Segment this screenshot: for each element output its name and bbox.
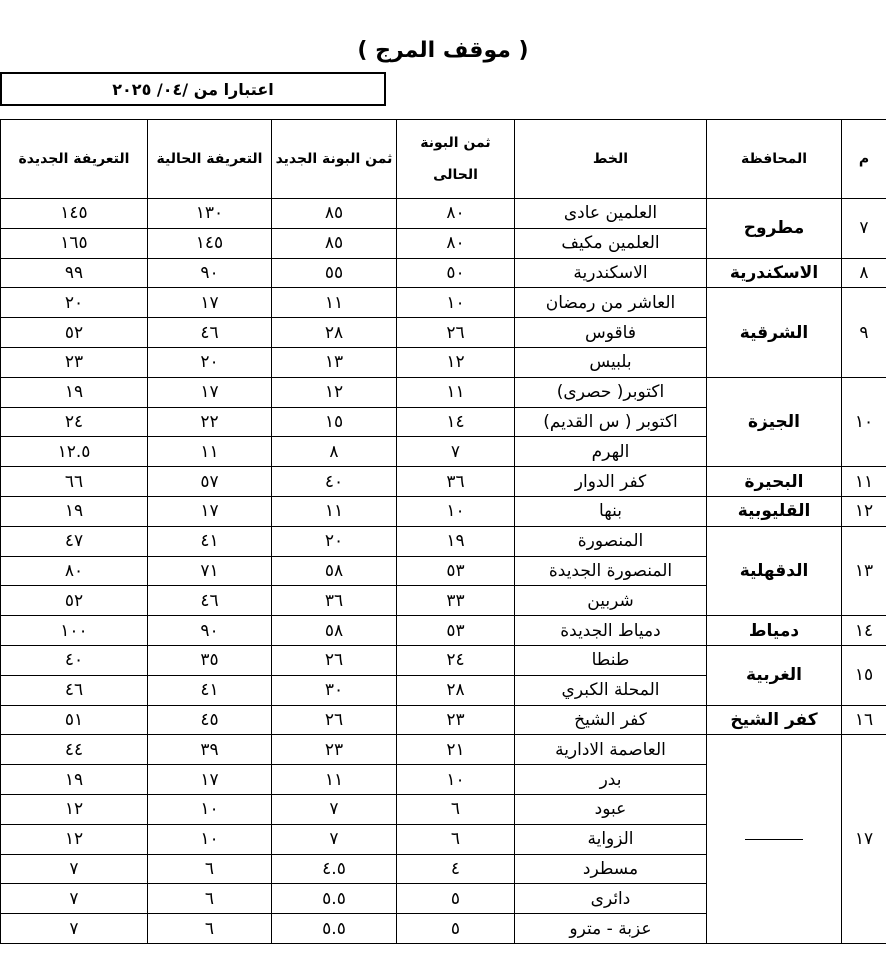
cell-line: الهرم xyxy=(515,437,707,467)
cell-line: مسطرد xyxy=(515,854,707,884)
cell-new-fare: ٦٦ xyxy=(1,467,148,497)
cell-governorate: كفر الشيخ xyxy=(707,705,842,735)
cell-new-price: ٢٦ xyxy=(272,705,397,735)
cell-line: العاشر من رمضان xyxy=(515,288,707,318)
cell-old-price: ٢٦ xyxy=(397,318,515,348)
cell-old-price: ٥٣ xyxy=(397,556,515,586)
cell-old-price: ١٠ xyxy=(397,496,515,526)
cell-new-price: ٥٨ xyxy=(272,556,397,586)
cell-old-price: ٣٦ xyxy=(397,467,515,497)
cell-old-price: ١٢ xyxy=(397,347,515,377)
cell-line: عزبة - مترو xyxy=(515,914,707,944)
table-row xyxy=(1,288,886,318)
header-governorate: المحافظة xyxy=(707,120,842,199)
cell-current-fare: ٩٠ xyxy=(148,616,272,646)
cell-new-fare: ١٩ xyxy=(1,765,148,795)
table-row xyxy=(1,735,886,765)
table-header-row xyxy=(1,120,886,199)
cell-old-price: ٢١ xyxy=(397,735,515,765)
cell-old-price: ٦ xyxy=(397,794,515,824)
cell-current-fare: ٤٦ xyxy=(148,586,272,616)
cell-new-fare: ٨٠ xyxy=(1,556,148,586)
cell-line: اكتوبر( حصرى) xyxy=(515,377,707,407)
cell-current-fare: ١٠ xyxy=(148,794,272,824)
cell-new-price: ٣٠ xyxy=(272,675,397,705)
cell-governorate: القليوبية xyxy=(707,496,842,526)
cell-new-price: ٣٦ xyxy=(272,586,397,616)
cell-current-fare: ٦ xyxy=(148,914,272,944)
cell-old-price: ١٤ xyxy=(397,407,515,437)
cell-old-price: ٨٠ xyxy=(397,228,515,258)
cell-old-price: ٢٤ xyxy=(397,645,515,675)
header-new-price: ثمن البونة الجديد xyxy=(272,120,397,199)
cell-governorate: الغربية xyxy=(707,645,842,705)
dash-line xyxy=(745,839,803,840)
cell-current-fare: ٤١ xyxy=(148,526,272,556)
cell-line: بلبيس xyxy=(515,347,707,377)
cell-current-fare: ١٣٠ xyxy=(148,199,272,229)
cell-current-fare: ٣٩ xyxy=(148,735,272,765)
table-row xyxy=(1,496,886,526)
cell-m: ١٥ xyxy=(842,645,886,705)
cell-m: ١١ xyxy=(842,467,886,497)
cell-old-price: ٢٣ xyxy=(397,705,515,735)
cell-m: ٩ xyxy=(842,288,886,377)
cell-current-fare: ١٧ xyxy=(148,377,272,407)
cell-new-price: ٤.٥ xyxy=(272,854,397,884)
cell-line: دمياط الجديدة xyxy=(515,616,707,646)
cell-current-fare: ١١ xyxy=(148,437,272,467)
header-current-fare: التعريفة الحالية xyxy=(148,120,272,199)
cell-line: العلمين مكيف xyxy=(515,228,707,258)
cell-new-price: ١١ xyxy=(272,288,397,318)
cell-new-fare: ١٢ xyxy=(1,794,148,824)
cell-new-price: ١٥ xyxy=(272,407,397,437)
table-row xyxy=(1,526,886,556)
cell-new-price: ٧ xyxy=(272,794,397,824)
cell-current-fare: ١٤٥ xyxy=(148,228,272,258)
cell-old-price: ١٠ xyxy=(397,288,515,318)
cell-m: ١٣ xyxy=(842,526,886,615)
cell-line: العلمين عادى xyxy=(515,199,707,229)
cell-governorate-empty xyxy=(707,735,842,944)
cell-line: المحلة الكبري xyxy=(515,675,707,705)
cell-current-fare: ١٠ xyxy=(148,824,272,854)
cell-new-fare: ٢٤ xyxy=(1,407,148,437)
page-title: ( موقف المرج ) xyxy=(357,38,529,63)
cell-new-price: ١١ xyxy=(272,496,397,526)
cell-current-fare: ٥٧ xyxy=(148,467,272,497)
cell-line: المنصورة xyxy=(515,526,707,556)
header-line: الخط xyxy=(515,120,707,199)
cell-line: دائرى xyxy=(515,884,707,914)
cell-new-fare: ٤٠ xyxy=(1,645,148,675)
cell-old-price: ٣٣ xyxy=(397,586,515,616)
cell-m: ١٧ xyxy=(842,735,886,944)
header-new-fare: التعريفة الجديدة xyxy=(1,120,148,199)
table-row xyxy=(1,258,886,288)
cell-old-price: ٤ xyxy=(397,854,515,884)
cell-new-price: ٥.٥ xyxy=(272,914,397,944)
cell-m: ١٢ xyxy=(842,496,886,526)
cell-line: الزواية xyxy=(515,824,707,854)
cell-current-fare: ٧١ xyxy=(148,556,272,586)
cell-line: شربين xyxy=(515,586,707,616)
cell-old-price: ١٠ xyxy=(397,765,515,795)
cell-line: بدر xyxy=(515,765,707,795)
cell-current-fare: ٢٠ xyxy=(148,347,272,377)
cell-new-fare: ١٠٠ xyxy=(1,616,148,646)
cell-new-price: ١٣ xyxy=(272,347,397,377)
cell-new-fare: ٤٦ xyxy=(1,675,148,705)
cell-old-price: ٢٨ xyxy=(397,675,515,705)
cell-new-fare: ٥٢ xyxy=(1,586,148,616)
cell-line: اكتوبر ( س القديم) xyxy=(515,407,707,437)
header-old-price: ثمن البونة الحالى xyxy=(397,120,515,199)
cell-new-price: ٨٥ xyxy=(272,228,397,258)
cell-governorate: الشرقية xyxy=(707,288,842,377)
table-row xyxy=(1,705,886,735)
effective-date-box xyxy=(0,72,386,106)
cell-new-price: ٢٠ xyxy=(272,526,397,556)
table-row xyxy=(1,616,886,646)
cell-new-fare: ٥٢ xyxy=(1,318,148,348)
cell-new-price: ١١ xyxy=(272,765,397,795)
cell-new-fare: ٥١ xyxy=(1,705,148,735)
cell-current-fare: ١٧ xyxy=(148,496,272,526)
table-row xyxy=(1,199,886,229)
cell-current-fare: ١٧ xyxy=(148,288,272,318)
cell-old-price: ١٩ xyxy=(397,526,515,556)
cell-new-price: ٢٦ xyxy=(272,645,397,675)
cell-governorate: البحيرة xyxy=(707,467,842,497)
cell-current-fare: ١٧ xyxy=(148,765,272,795)
cell-new-price: ٢٨ xyxy=(272,318,397,348)
cell-new-price: ٤٠ xyxy=(272,467,397,497)
cell-new-price: ٥٥ xyxy=(272,258,397,288)
cell-new-fare: ٤٤ xyxy=(1,735,148,765)
cell-new-price: ١٢ xyxy=(272,377,397,407)
cell-new-price: ٨٥ xyxy=(272,199,397,229)
effective-date-text: اعتبارا من /٠٤/ ٢٠٢٥ xyxy=(112,79,274,99)
cell-governorate: الجيزة xyxy=(707,377,842,466)
cell-new-fare: ١٩ xyxy=(1,496,148,526)
cell-new-fare: ٧ xyxy=(1,854,148,884)
cell-governorate: الدقهلية xyxy=(707,526,842,615)
cell-new-price: ٧ xyxy=(272,824,397,854)
cell-line: المنصورة الجديدة xyxy=(515,556,707,586)
cell-new-price: ٨ xyxy=(272,437,397,467)
cell-old-price: ٨٠ xyxy=(397,199,515,229)
cell-current-fare: ٤٦ xyxy=(148,318,272,348)
cell-current-fare: ٣٥ xyxy=(148,645,272,675)
cell-governorate: مطروح xyxy=(707,199,842,259)
cell-current-fare: ٦ xyxy=(148,854,272,884)
cell-new-price: ٥٨ xyxy=(272,616,397,646)
cell-old-price: ٥ xyxy=(397,914,515,944)
cell-line: فاقوس xyxy=(515,318,707,348)
cell-old-price: ٦ xyxy=(397,824,515,854)
header-m: م xyxy=(842,120,886,199)
cell-old-price: ٥٣ xyxy=(397,616,515,646)
table-row xyxy=(1,377,886,407)
cell-m: ١٤ xyxy=(842,616,886,646)
cell-new-fare: ٢٣ xyxy=(1,347,148,377)
cell-new-fare: ١٤٥ xyxy=(1,199,148,229)
cell-current-fare: ٤٥ xyxy=(148,705,272,735)
cell-old-price: ٥٠ xyxy=(397,258,515,288)
cell-current-fare: ٩٠ xyxy=(148,258,272,288)
cell-line: الاسكندرية xyxy=(515,258,707,288)
cell-new-price: ٥.٥ xyxy=(272,884,397,914)
cell-line: كفر الدوار xyxy=(515,467,707,497)
cell-line: طنطا xyxy=(515,645,707,675)
cell-old-price: ٥ xyxy=(397,884,515,914)
cell-line: بنها xyxy=(515,496,707,526)
cell-new-fare: ٧ xyxy=(1,884,148,914)
cell-new-fare: ٧ xyxy=(1,914,148,944)
cell-line: عبود xyxy=(515,794,707,824)
cell-old-price: ٧ xyxy=(397,437,515,467)
cell-m: ٨ xyxy=(842,258,886,288)
cell-governorate: الاسكندرية xyxy=(707,258,842,288)
table-row xyxy=(1,467,886,497)
cell-m: ١٦ xyxy=(842,705,886,735)
cell-governorate: دمياط xyxy=(707,616,842,646)
cell-current-fare: ٦ xyxy=(148,884,272,914)
cell-new-fare: ٤٧ xyxy=(1,526,148,556)
cell-new-fare: ٩٩ xyxy=(1,258,148,288)
fare-table xyxy=(0,119,886,944)
cell-line: كفر الشيخ xyxy=(515,705,707,735)
cell-new-fare: ٢٠ xyxy=(1,288,148,318)
table-row xyxy=(1,645,886,675)
cell-new-fare: ١٢.٥ xyxy=(1,437,148,467)
cell-current-fare: ٢٢ xyxy=(148,407,272,437)
cell-m: ٧ xyxy=(842,199,886,259)
cell-new-price: ٢٣ xyxy=(272,735,397,765)
cell-old-price: ١١ xyxy=(397,377,515,407)
cell-m: ١٠ xyxy=(842,377,886,466)
cell-line: العاصمة الادارية xyxy=(515,735,707,765)
cell-new-fare: ١٦٥ xyxy=(1,228,148,258)
cell-new-fare: ١٢ xyxy=(1,824,148,854)
cell-new-fare: ١٩ xyxy=(1,377,148,407)
cell-current-fare: ٤١ xyxy=(148,675,272,705)
